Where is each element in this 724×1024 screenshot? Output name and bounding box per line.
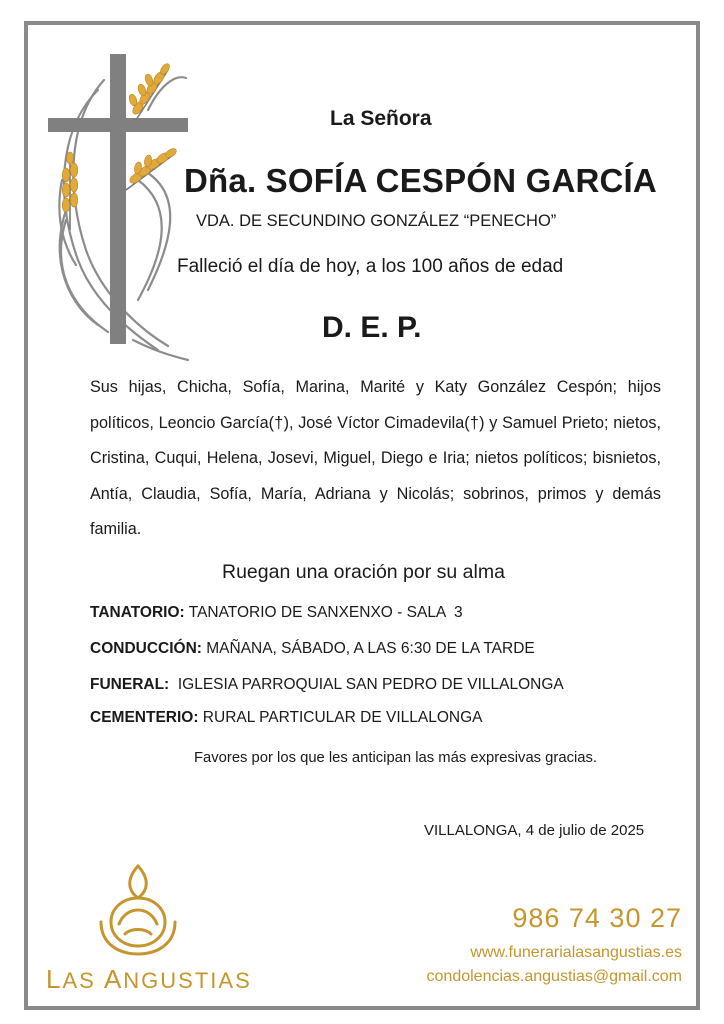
detail-procession [90,640,535,658]
detail-value: TANATORIO DE SANXENXO - SALA 3 [184,604,463,621]
rip-heading: D. E. P. [322,311,422,344]
family-paragraph: Sus hijas, Chicha, Sofía, Marina, Marité y Katy González Cespón; hijos políticos, Leoncio García(†), José Víctor Cimadevila(†) y Samuel Prieto; nietos, Cristina, Cuqui, Helena, Josevi, Miguel, Diego e Iria; nietos políticos; bisnietos, Antía, Claudia, Sofía, María, Adriana y Nicolás; sobrinos, primos y demás familia. [90,378,661,538]
thanks-line: Favores por los que les anticipan las más expresivas gracias. [194,750,597,766]
death-notice: Falleció el día de hoy, a los 100 años de edad [177,256,564,277]
place-date: VILLALONGA, 4 de julio de 2025 [424,822,645,839]
detail-value: IGLESIA PARROQUIAL SAN PEDRO DE VILLALONGA [169,676,564,693]
phone-number[interactable]: 986 74 30 27 [512,903,682,933]
detail-label: CONDUCCIÓN: [90,640,202,657]
detail-value: RURAL PARTICULAR DE VILLALONGA [198,709,483,726]
detail-cemetery [90,709,482,727]
detail-value: MAÑANA, SÁBADO, A LAS 6:30 DE LA TARDE [201,640,535,657]
website-link[interactable]: www.funerarialasangustias.es [470,944,682,961]
email-link[interactable]: condolencias.angustias@gmail.com [426,968,682,985]
las-angustias-logo-icon [93,862,183,957]
widow-of-line: VDA. DE SECUNDINO GONZÁLEZ “PENECHO” [196,212,557,230]
deceased-name: Dña. SOFÍA CESPÓN GARCÍA [184,162,657,199]
prayer-request: Ruegan una oración por su alma [222,561,505,583]
detail-label: CEMENTERIO: [90,709,199,726]
detail-funeral-home [90,604,463,622]
cross-with-wheat-icon [38,50,198,370]
detail-funeral [90,676,564,694]
detail-label: FUNERAL: [90,676,170,693]
brand-name: LAS ANGUSTIAS [46,964,252,994]
detail-label: TANATORIO: [90,604,185,621]
honorific-heading: La Señora [330,107,432,130]
